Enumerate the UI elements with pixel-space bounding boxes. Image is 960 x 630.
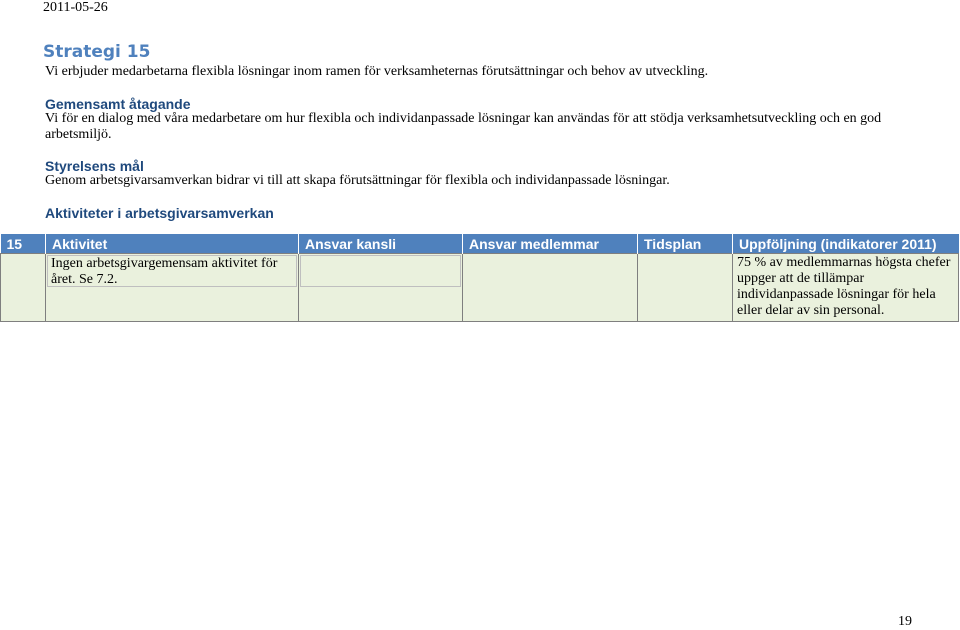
cell-ansvar-kansli-box [300, 255, 461, 287]
header-date: 2011-05-26 [43, 0, 108, 15]
gemensamt-heading: Gemensamt åtagande [45, 96, 191, 112]
cell-aktivitet [46, 254, 299, 322]
cell-uppfoljning: 75 % av medlemmarnas högsta chefer uppger att de tillämpar individanpassade lösningar för hela eller delar av sin personal. [733, 254, 959, 322]
column-header-tidsplan: Tidsplan [638, 234, 733, 254]
styrelse-text: Genom arbetsgivarsamverkan bidrar vi till att skapa förutsättningar för flexibla och individanpassade lösningar. [45, 173, 670, 188]
column-header-uppfoljning: Uppföljning (indikatorer 2011) [733, 234, 959, 254]
page-number: 19 [898, 614, 912, 629]
table-row [1, 254, 959, 322]
gemensamt-text: Vi för en dialog med våra medarbetare om hur flexibla och individanpassade lösningar kan användas för att stödja verksamhetsutveckling och en god arbetsmiljö. [45, 111, 882, 142]
cell-aktivitet-text: Ingen arbetsgivargemensam aktivitet för året. Se 7.2. [47, 255, 297, 287]
column-header-aktivitet: Aktivitet [46, 234, 299, 254]
strategy-text: Vi erbjuder medarbetarna flexibla lösningar inom ramen för verksamheternas förutsättningar och behov av utveckling. [45, 64, 709, 79]
cell-ansvar-medlemmar [463, 254, 638, 322]
column-header-number: 15 [1, 234, 46, 254]
table-header-row [1, 234, 959, 254]
aktiviteter-heading: Aktiviteter i arbetsgivarsamverkan [45, 205, 274, 221]
cell-tidsplan [638, 254, 733, 322]
activity-table [0, 234, 959, 322]
cell-ansvar-kansli [299, 254, 463, 322]
strategy-title: Strategi 15 [43, 42, 151, 62]
column-header-ansvar-medlemmar: Ansvar medlemmar [463, 234, 638, 254]
column-header-ansvar-kansli: Ansvar kansli [299, 234, 463, 254]
styrelse-heading: Styrelsens mål [45, 158, 144, 174]
cell-number [1, 254, 46, 322]
